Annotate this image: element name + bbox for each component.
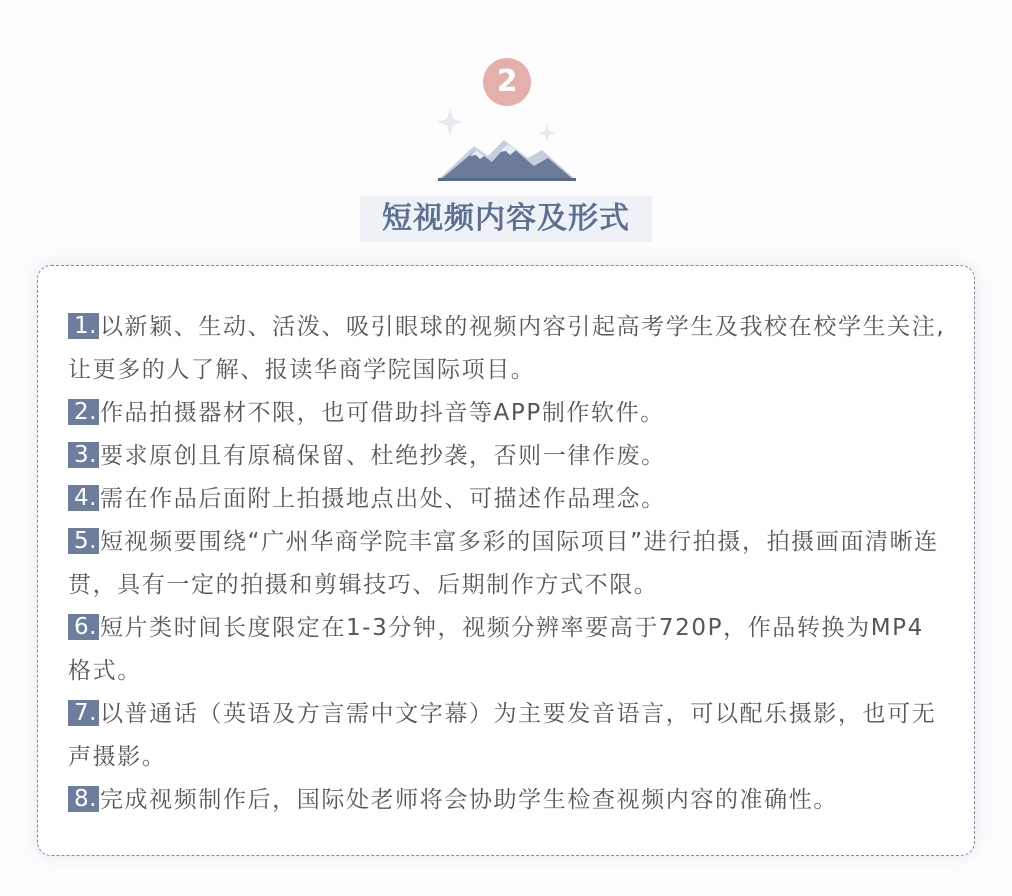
- step-number-badge: 2: [483, 58, 531, 106]
- list-item: [68, 435, 948, 478]
- item-text: 以新颖、生动、活泼、吸引眼球的视频内容引起高考学生及我校在校学生关注,让更多的人了解、报读华商学院国际项目。: [68, 314, 946, 383]
- item-text: 需在作品后面附上拍摄地点出处、可描述作品理念。: [99, 486, 666, 512]
- item-number-badge: 1.: [68, 313, 99, 339]
- item-number-badge: 6.: [68, 614, 99, 640]
- item-number-badge: 4.: [68, 485, 99, 511]
- item-text: 短片类时间长度限定在1-3分钟，视频分辨率要高于720P，作品转换为MP4格式。: [68, 615, 924, 684]
- item-number-badge: 7.: [68, 700, 99, 726]
- section-title: 短视频内容及形式: [382, 201, 630, 236]
- item-text: 要求原创且有原稿保留、杜绝抄袭，否则一律作废。: [99, 443, 666, 469]
- item-text: 短视频要围绕“广州华商学院丰富多彩的国际项目”进行拍摄，拍摄画面清晰连贯，具有一定的拍摄和剪辑技巧、后期制作方式不限。: [68, 529, 939, 598]
- list-item: [68, 779, 948, 822]
- mountain-icon: [430, 104, 580, 182]
- list-item: [68, 478, 948, 521]
- requirements-list: [68, 306, 948, 822]
- list-item: [68, 521, 948, 607]
- item-number-badge: 3.: [68, 442, 99, 468]
- list-item: [68, 693, 948, 779]
- item-text: 完成视频制作后，国际处老师将会协助学生检查视频内容的准确性。: [99, 787, 838, 813]
- sparkle-icon: [538, 124, 556, 142]
- list-item: [68, 607, 948, 693]
- section-title-box: [360, 196, 652, 242]
- item-number-badge: 8.: [68, 786, 99, 812]
- item-number-badge: 5.: [68, 528, 99, 554]
- item-number-badge: 2.: [68, 399, 99, 425]
- list-item: [68, 306, 948, 392]
- item-text: 以普通话（英语及方言需中文字幕）为主要发音语言，可以配乐摄影，也可无声摄影。: [68, 701, 937, 770]
- item-text: 作品拍摄器材不限，也可借助抖音等APP制作软件。: [99, 400, 665, 426]
- list-item: [68, 392, 948, 435]
- sparkle-icon: [437, 108, 463, 136]
- content-card: [37, 265, 975, 856]
